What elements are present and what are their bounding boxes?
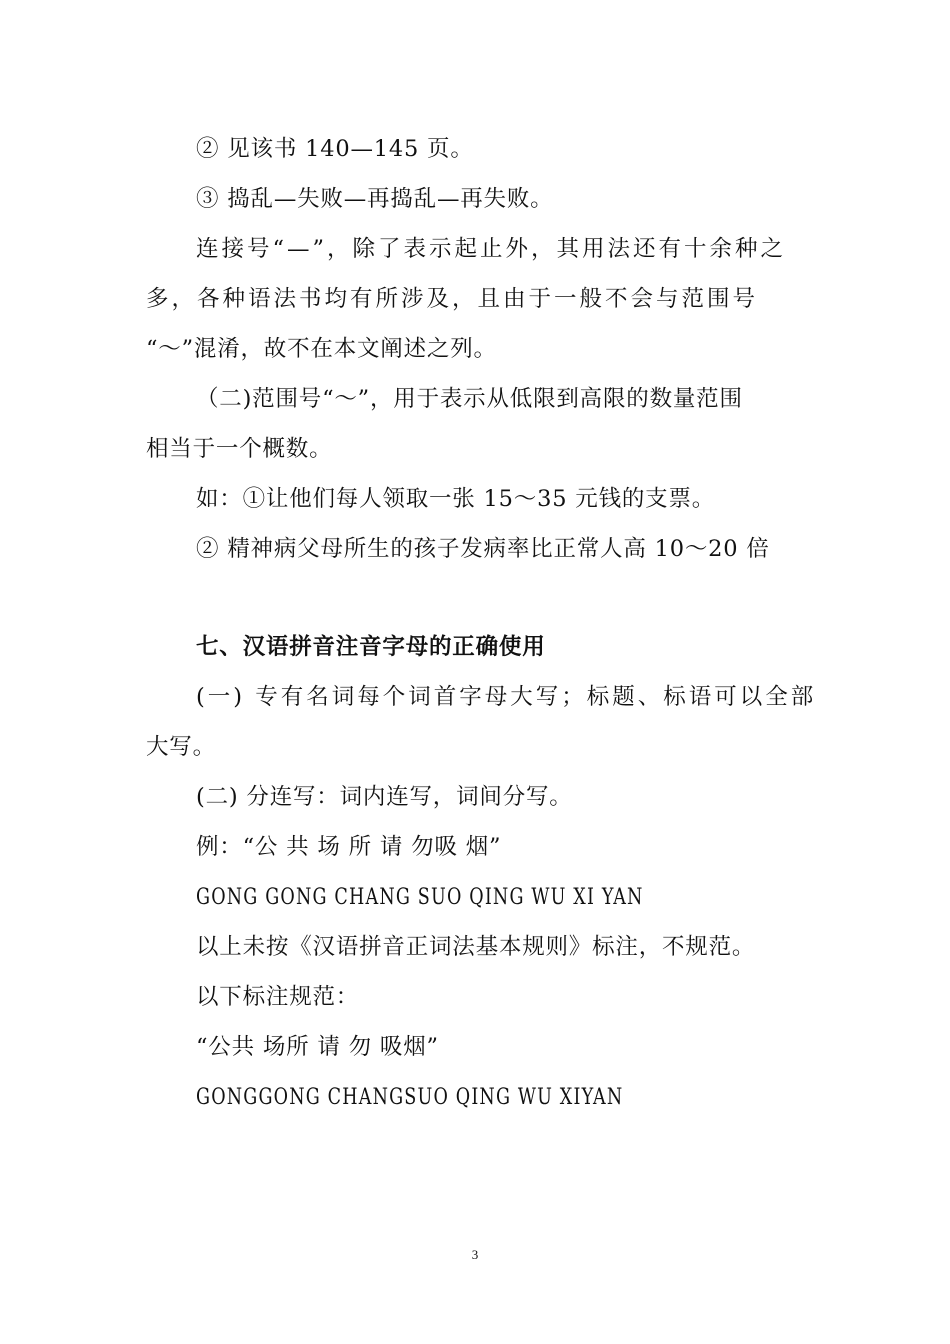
paragraph-range-line-1: （二)范围号“～”，用于表示从低限到高限的数量范围 <box>196 386 743 412</box>
example-1: 如：①让他们每人领取一张 15～35 元钱的支票。 <box>196 486 716 512</box>
rule-1-line-2: 大写。 <box>146 734 216 760</box>
paragraph-range-line-2: 相当于一个概数。 <box>146 436 333 462</box>
pinyin-wrong: GONG GONG CHANG SUO QING WU XI YAN <box>196 884 644 910</box>
example-2: ② 精神病父母所生的孩子发病率比正常人高 10～20 倍 <box>196 536 770 562</box>
example-standard: “公共 场所 请 勿 吸烟” <box>196 1034 439 1060</box>
paragraph-dash-line-3: “～”混淆，故不在本文阐述之列。 <box>146 336 497 362</box>
rule-1-line-1: (一) 专有名词每个词首字母大写；标题、标语可以全部 <box>196 684 817 710</box>
pinyin-correct: GONGGONG CHANGSUO QING WU XIYAN <box>196 1084 624 1110</box>
page-number: 3 <box>471 1247 479 1262</box>
paragraph-dash-line-2: 多，各种语法书均有所涉及，且由于一般不会与范围号 <box>146 286 759 312</box>
paragraph-dash-line-1: 连接号“—”，除了表示起止外，其用法还有十余种之 <box>196 236 787 262</box>
footnote-3: ③ 捣乱—失败—再捣乱—再失败。 <box>196 186 554 212</box>
section-heading: 七、汉语拼音注音字母的正确使用 <box>196 634 546 660</box>
example-label: 例：“公 共 场 所 请 勿吸 烟” <box>196 834 502 860</box>
rule-2: (二) 分连写：词内连写，词间分写。 <box>196 784 573 810</box>
footnote-2: ② 见该书 140—145 页。 <box>196 136 474 162</box>
standard-label: 以下标注规范： <box>196 984 360 1010</box>
nonstandard-note: 以上未按《汉语拼音正词法基本规则》标注，不规范。 <box>196 934 756 960</box>
